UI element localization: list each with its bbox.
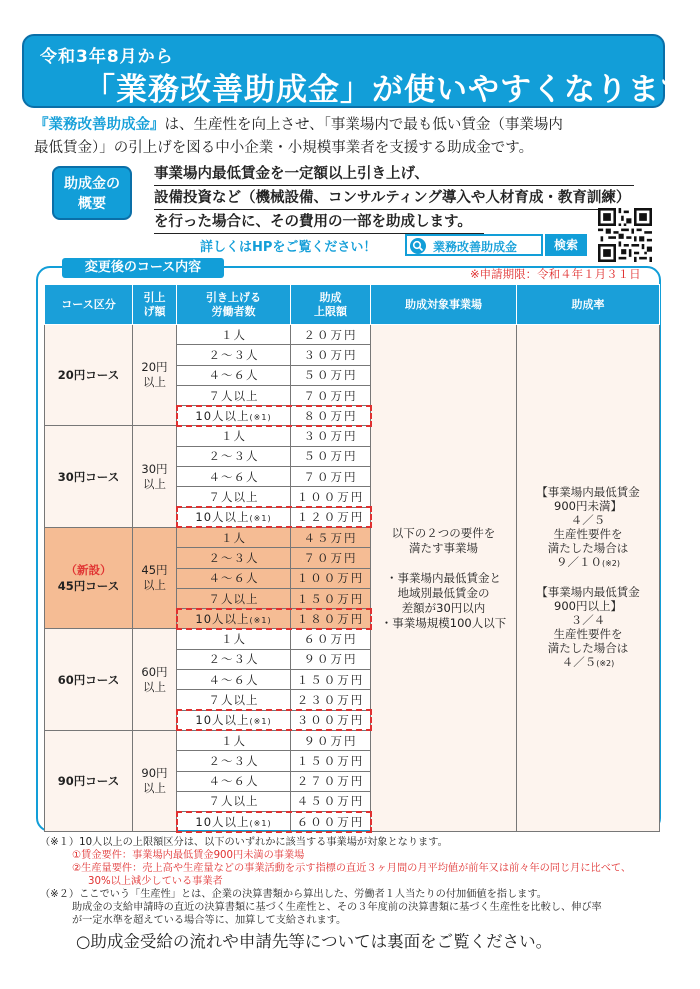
workers-cell	[177, 670, 291, 690]
cap-amount-cell: ２３０万円	[291, 690, 371, 710]
workers-value: １人	[221, 530, 246, 545]
overview-label-box	[52, 166, 132, 220]
application-deadline: ※申請期限：令和４年１月３１日	[470, 267, 641, 281]
workers-cell	[177, 426, 291, 446]
eligible-business-cell	[371, 325, 517, 832]
workers-value: ７人以上	[208, 692, 259, 707]
overview-line-1: 事業場内最低賃金を一定額以上引き上げ、	[154, 166, 429, 182]
search-text: 業務改善助成金	[433, 240, 518, 254]
workers-cell	[177, 751, 291, 771]
raise-amount-cell	[133, 426, 177, 527]
cap-amount-cell: １２０万円	[291, 507, 371, 527]
raise-amount: 45円 以上	[141, 563, 168, 593]
workers-note: (※1)	[249, 514, 272, 524]
cap-amount-cell: ３０万円	[291, 345, 371, 365]
workers-cell	[177, 385, 291, 405]
overview-label-1: 助成金の	[64, 176, 120, 192]
workers-value: ４～６人	[208, 368, 259, 383]
banner-title: 「業務改善助成金」が使いやすくなります	[84, 72, 692, 108]
footer-note: ○助成金受給の流れや申請先等については裏面をご覧ください。	[76, 932, 553, 951]
workers-cell	[177, 467, 291, 487]
cap-amount-cell: １５０万円	[291, 670, 371, 690]
intro-grant-name: 『業務改善助成金』	[34, 117, 165, 133]
workers-value: １人	[221, 733, 246, 748]
qr-code-icon[interactable]	[598, 208, 652, 262]
course-name-cell	[45, 527, 133, 628]
workers-value: 10人以上	[195, 408, 250, 423]
workers-cell	[177, 812, 291, 832]
hp-prompt: 詳しくはHPをご覧ください！	[200, 240, 377, 255]
rate-note-a: (※2)	[601, 559, 621, 569]
workers-cell	[177, 791, 291, 811]
workers-note: (※1)	[249, 818, 272, 828]
course-name: 90円コース	[57, 774, 120, 789]
note-2a: 助成金の支給申請時の直近の決算書類に基づく生産性と、その３年度前の決算書類に基づく生産性を比較し、伸び率	[72, 902, 602, 913]
notes-section	[40, 836, 670, 927]
rate-note-b: (※2)	[596, 659, 615, 669]
cap-amount-cell: １００万円	[291, 568, 371, 588]
new-course-label: （新設）	[65, 563, 112, 578]
table-header-row	[45, 285, 660, 325]
workers-value: ４～６人	[208, 469, 259, 484]
workers-cell	[177, 629, 291, 649]
course-name-cell	[45, 629, 133, 730]
workers-value: ２～３人	[208, 449, 259, 464]
workers-value: ７人以上	[208, 591, 259, 606]
note-1b-cont: 30%以上減少している事業者	[88, 876, 223, 887]
workers-cell	[177, 406, 291, 426]
workers-value: ４～６人	[208, 774, 259, 789]
cap-amount-cell: ７０万円	[291, 467, 371, 487]
workers-cell	[177, 548, 291, 568]
workers-value: ４～６人	[208, 571, 259, 586]
workers-value: １人	[221, 632, 246, 647]
workers-cell	[177, 507, 291, 527]
cap-amount-cell: １５０万円	[291, 751, 371, 771]
workers-note: (※1)	[249, 412, 272, 422]
workers-cell	[177, 771, 291, 791]
workers-value: 10人以上	[195, 510, 250, 525]
cap-amount-cell: １８０万円	[291, 609, 371, 629]
cap-amount-cell: １５０万円	[291, 588, 371, 608]
rate-text-a: 【事業場内最低賃金 900円未満】 ４／５ 生産性要件を 満たした場合は ９／１０	[536, 485, 640, 570]
raise-amount-cell	[133, 730, 177, 831]
cap-amount-cell: １００万円	[291, 487, 371, 507]
workers-cell	[177, 730, 291, 750]
note-2: （※２）ここでいう「生産性」とは、企業の決算書類から算出した、労働者１人当たりの付加価値を指します。	[40, 889, 547, 900]
workers-value: １人	[221, 327, 246, 342]
workers-cell	[177, 487, 291, 507]
raise-amount: 60円 以上	[141, 664, 168, 694]
workers-cell	[177, 365, 291, 385]
note-1: （※１）10人以上の上限額区分は、以下のいずれかに該当する事業場が対象となります。	[40, 837, 448, 848]
overview-text	[154, 162, 654, 234]
course-name: 60円コース	[57, 672, 120, 687]
raise-amount-cell	[133, 527, 177, 628]
course-name: 45円コース	[57, 579, 120, 594]
cap-amount-cell: ５０万円	[291, 446, 371, 466]
table-row	[45, 325, 660, 345]
workers-cell	[177, 345, 291, 365]
intro-text-1: は、生産性を向上させ、「事業場内で最も低い賃金（事業場内	[164, 117, 563, 133]
cap-amount-cell: ７０万円	[291, 548, 371, 568]
search-icon	[410, 238, 426, 254]
workers-value: 10人以上	[195, 611, 250, 626]
raise-amount: 20円 以上	[141, 360, 168, 390]
search-input[interactable]	[405, 234, 543, 256]
cap-amount-cell: ９０万円	[291, 649, 371, 669]
workers-value: ７人以上	[208, 794, 259, 809]
overview-line-3: を行った場合に、その費用の一部を助成します。	[154, 214, 472, 230]
workers-cell	[177, 609, 291, 629]
workers-cell	[177, 446, 291, 466]
overview-underline-1	[154, 185, 634, 186]
workers-note: (※1)	[249, 615, 272, 625]
workers-value: ２～３人	[208, 550, 259, 565]
intro-text-2: 最低賃金）」の引上げを図る中小企業・小規模事業者を支援する助成金です。	[34, 140, 534, 156]
note-1b: ②生産量要件：売上高や生産量などの事業活動を示す指標の直近３ヶ月間の月平均値が前年又は前々年の同じ月に比べて、	[72, 863, 632, 874]
eligible-business-text: 以下の２つの要件を 満たす事業場 ・事業場内最低賃金と 地域別最低賃金の 差額が30円以内 ・事業場規模100人以下	[380, 525, 507, 630]
raise-amount-cell	[133, 629, 177, 730]
raise-amount: 30円 以上	[141, 461, 168, 491]
workers-value: ７人以上	[208, 490, 259, 505]
workers-cell	[177, 710, 291, 730]
cap-amount-cell: ８０万円	[291, 406, 371, 426]
intro-paragraph	[34, 114, 664, 160]
cap-amount-cell: ４５万円	[291, 527, 371, 547]
rate-text-b: 【事業場内最低賃金 900円以上】 ３／４ 生産性要件を 満たした場合は ４／５	[536, 585, 640, 670]
header-rate: 助成率	[517, 285, 660, 325]
banner-subtitle: 令和3年8月から	[40, 47, 174, 67]
course-name-cell	[45, 325, 133, 426]
cap-amount-cell: ３００万円	[291, 710, 371, 730]
workers-note: (※1)	[249, 717, 272, 727]
cap-amount-cell: ５０万円	[291, 365, 371, 385]
cap-amount-cell: ６００万円	[291, 812, 371, 832]
cap-amount-cell: ４５０万円	[291, 791, 371, 811]
workers-value: ２～３人	[208, 753, 259, 768]
workers-value: ７人以上	[208, 388, 259, 403]
overview-line-2: 設備投資など（機械設備、コンサルティング導入や人材育成・教育訓練）	[154, 190, 631, 206]
workers-cell	[177, 690, 291, 710]
search-button[interactable]: 検索	[545, 234, 587, 256]
header-raise: 引上 げ額	[133, 285, 177, 325]
header-banner	[22, 34, 692, 108]
workers-value: ２～３人	[208, 347, 259, 362]
workers-cell	[177, 568, 291, 588]
workers-cell	[177, 649, 291, 669]
workers-value: 10人以上	[195, 814, 250, 829]
workers-cell	[177, 588, 291, 608]
workers-value: １人	[221, 429, 246, 444]
header-eligible: 助成対象事業場	[371, 285, 517, 325]
header-cap: 助成 上限額	[291, 285, 371, 325]
workers-value: ２～３人	[208, 652, 259, 667]
course-name-cell	[45, 426, 133, 527]
workers-value: ４～６人	[208, 672, 259, 687]
course-name-cell	[45, 730, 133, 831]
cap-amount-cell: ３０万円	[291, 426, 371, 446]
cap-amount-cell: ７０万円	[291, 385, 371, 405]
course-section-tab: 変更後のコース内容	[62, 258, 224, 278]
raise-amount-cell	[133, 325, 177, 426]
cap-amount-cell: ２７０万円	[291, 771, 371, 791]
overview-label-2: 概要	[78, 196, 106, 212]
note-1a: ①賃金要件：事業場内最低賃金900円未満の事業場	[72, 850, 305, 861]
workers-cell	[177, 527, 291, 547]
cap-amount-cell: ９０万円	[291, 730, 371, 750]
workers-value: 10人以上	[195, 713, 250, 728]
course-name: 20円コース	[57, 368, 120, 383]
workers-cell	[177, 325, 291, 345]
subsidy-rate-cell	[517, 325, 660, 832]
course-name: 30円コース	[57, 469, 120, 484]
overview-underline-2	[154, 209, 634, 210]
note-2b: が一定水準を超えている場合等に、加算して支給されます。	[72, 915, 347, 926]
cap-amount-cell: ６０万円	[291, 629, 371, 649]
raise-amount: 90円 以上	[141, 766, 168, 796]
cap-amount-cell: ２０万円	[291, 325, 371, 345]
header-course: コース区分	[45, 285, 133, 325]
header-workers: 引き上げる 労働者数	[177, 285, 291, 325]
course-table	[44, 284, 660, 832]
